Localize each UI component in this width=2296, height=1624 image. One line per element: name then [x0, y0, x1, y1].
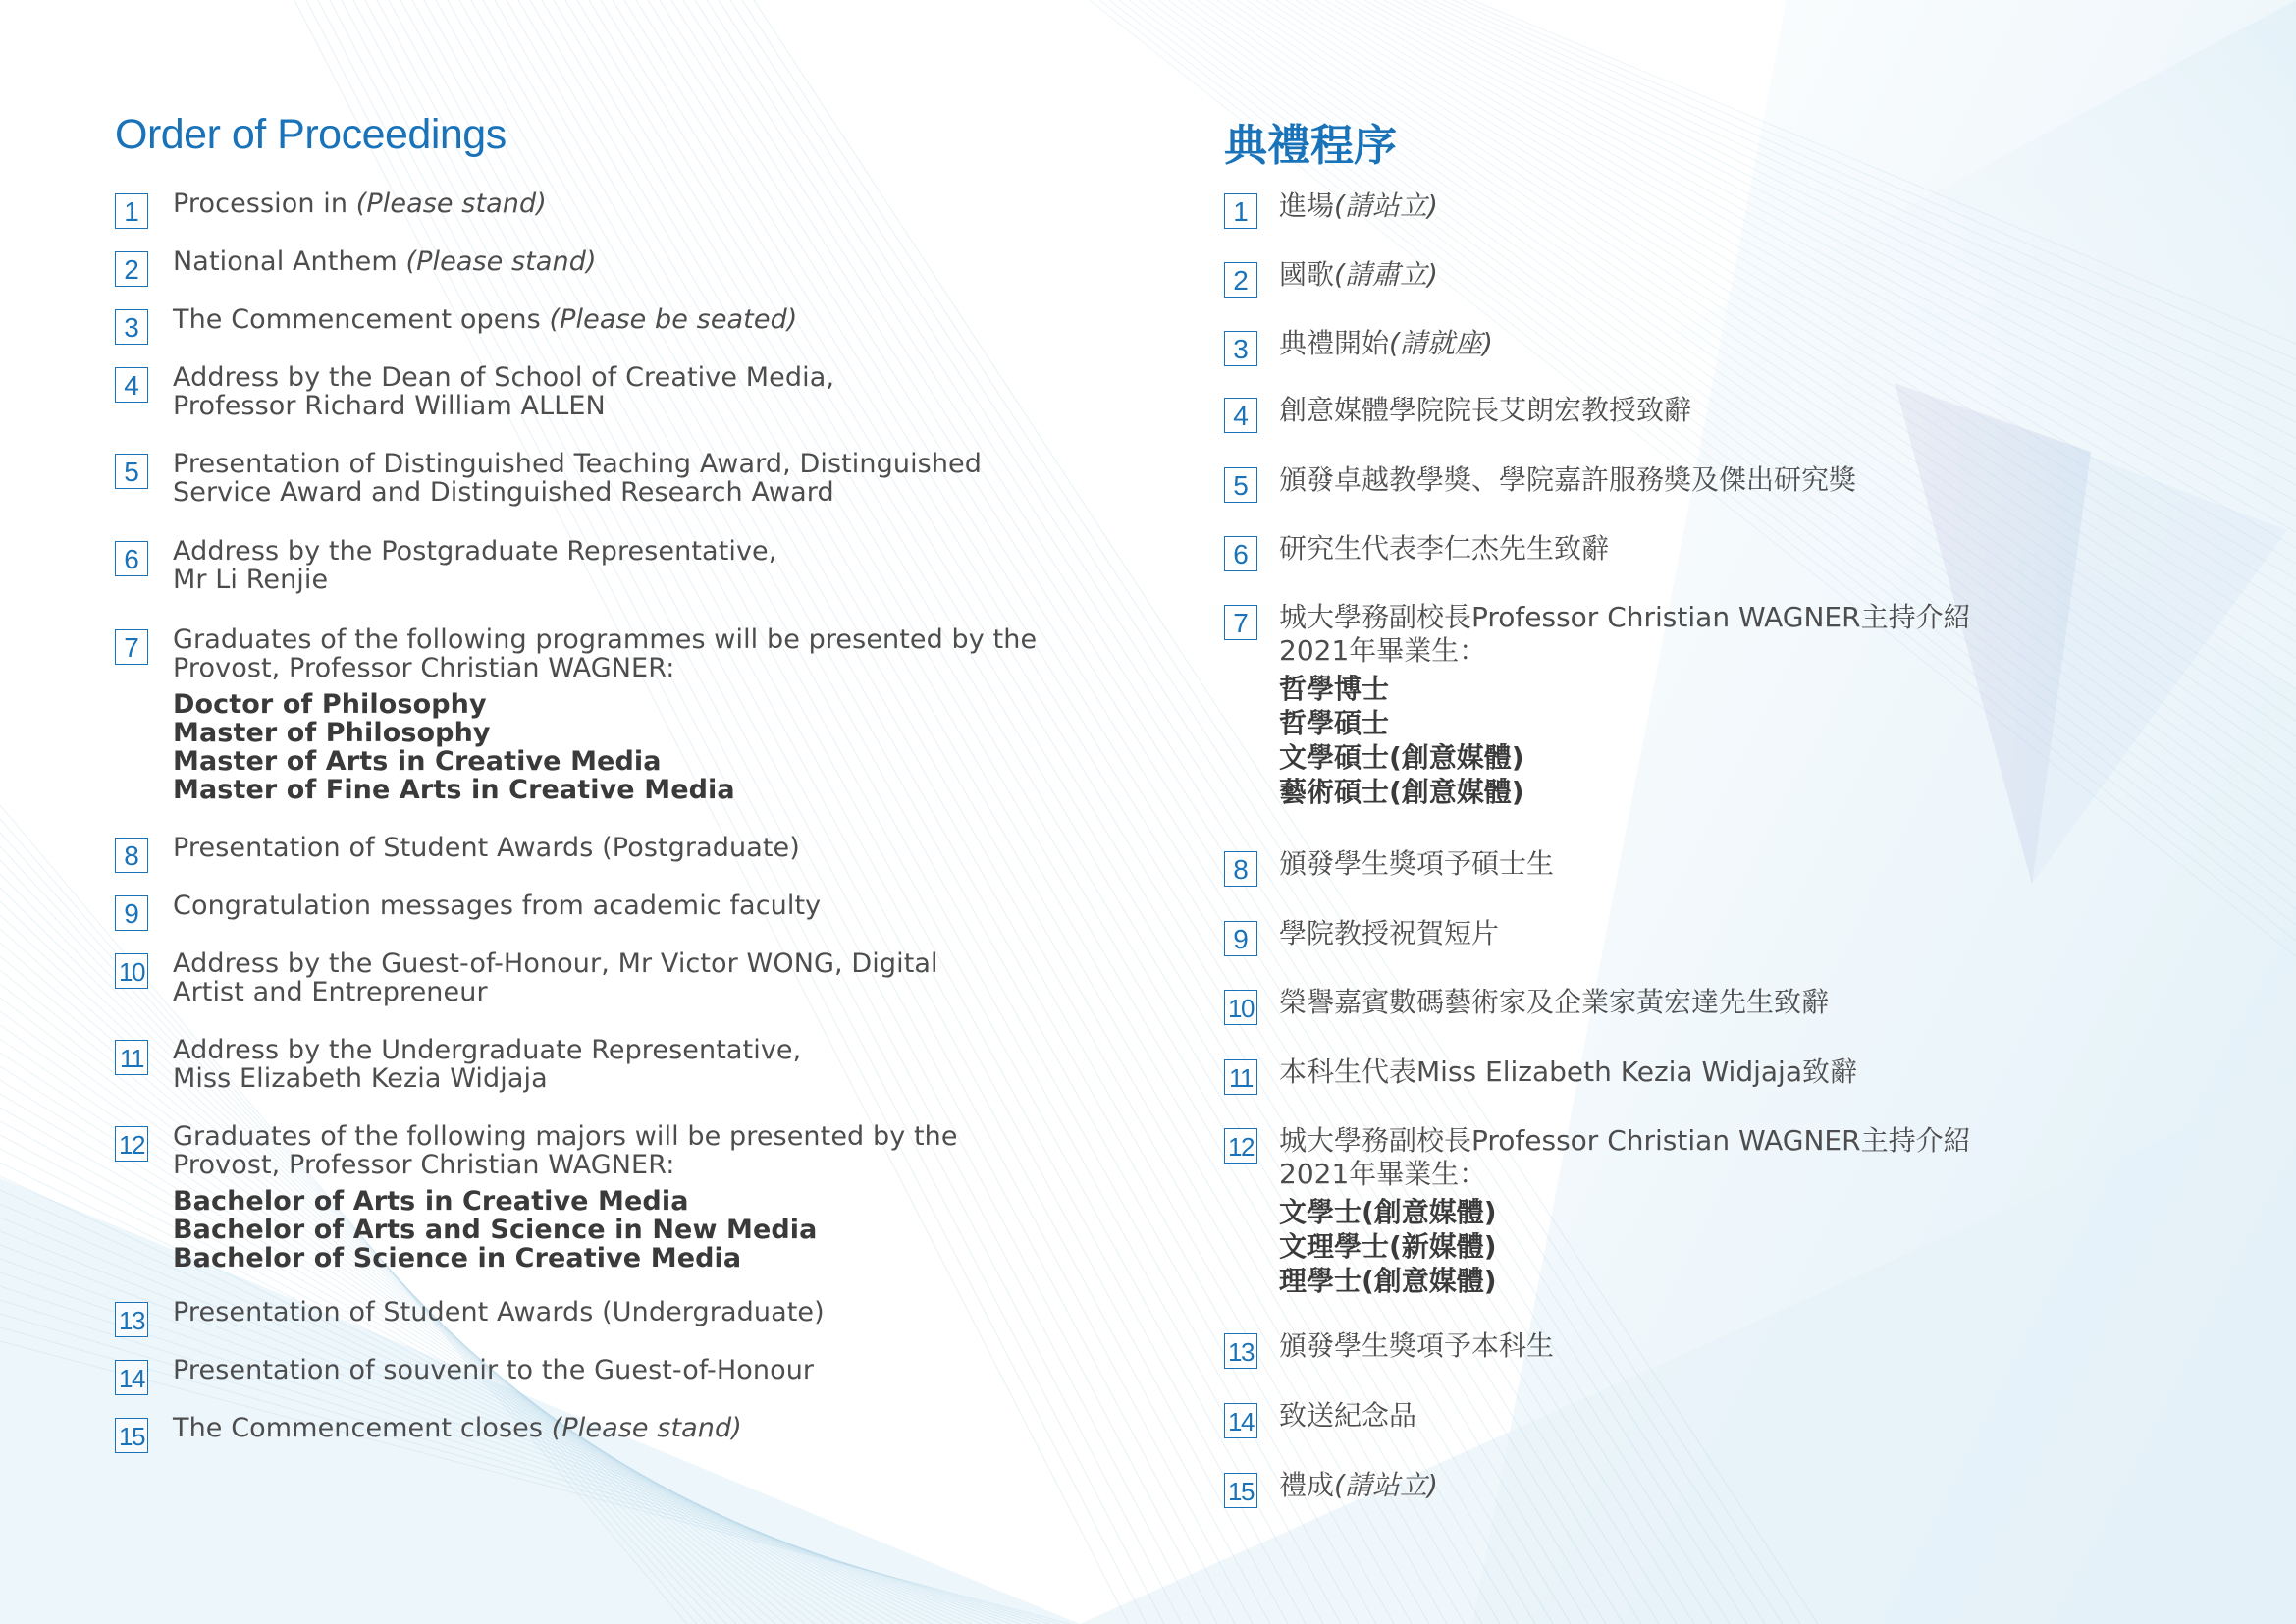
item-text [1279, 986, 1829, 1019]
item-label: Procession in [173, 189, 348, 219]
item-label: 頒發學生獎項予本科生 [1279, 1329, 1555, 1362]
item-line1: Graduates of the following programmes will be presented by the [173, 624, 1038, 655]
programme-name: 文學士(創意媒體) [1279, 1196, 1497, 1228]
item-text [173, 834, 800, 862]
item-text [173, 305, 797, 334]
item-number-box: 10 [1224, 990, 1257, 1025]
item-number-box: 1 [1224, 193, 1257, 229]
item-label: Presentation of Student Awards (Undergraduate) [173, 1297, 825, 1327]
item-text [1279, 189, 1438, 223]
item-text [173, 450, 982, 507]
item-text [173, 1298, 825, 1326]
programme-name: 哲學博士 [1279, 673, 1390, 705]
item-text [173, 363, 834, 420]
item-label: 創意媒體學院院長艾朗宏教授致辭 [1279, 394, 1692, 426]
item-text [1279, 847, 1554, 881]
item-number-box: 8 [115, 838, 148, 873]
item-text [173, 892, 821, 920]
item-text [1279, 1124, 1971, 1298]
item-number-box: 11 [1224, 1059, 1257, 1095]
item-number-box: 7 [115, 629, 148, 665]
item-number-box: 12 [115, 1126, 148, 1162]
item-number-box: 15 [115, 1418, 148, 1453]
programme-name: Master of Philosophy [173, 718, 491, 748]
item-text [1279, 1329, 1554, 1363]
programme-list [173, 1187, 958, 1272]
item-number-box: 2 [115, 251, 148, 287]
item-number-box: 14 [115, 1360, 148, 1395]
item-line2: 2021年畢業生： [1279, 634, 1487, 667]
item-text [1279, 532, 1609, 566]
item-number-box: 13 [1224, 1333, 1257, 1369]
programme-name: 文學碩士(創意媒體) [1279, 741, 1524, 774]
item-line2: Miss Elizabeth Kezia Widjaja [173, 1063, 548, 1094]
item-text [1279, 1469, 1438, 1502]
item-label: 榮譽嘉賓數碼藝術家及企業家黃宏達先生致辭 [1279, 986, 1830, 1018]
item-label: 典禮開始 [1279, 327, 1390, 359]
item-text [173, 1122, 958, 1272]
item-line2: Provost, Professor Christian WAGNER: [173, 1150, 675, 1180]
item-line1: Address by the Dean of School of Creative Media, [173, 362, 835, 393]
programme-name: 藝術碩士(創意媒體) [1279, 776, 1524, 808]
item-text [173, 189, 547, 218]
item-label: National Anthem [173, 246, 398, 277]
programme-name: 文理學士(新媒體) [1279, 1230, 1497, 1263]
item-line2: Mr Li Renjie [173, 565, 329, 595]
item-number-box: 5 [115, 454, 148, 489]
programme-name: Master of Arts in Creative Media [173, 746, 662, 777]
item-line2: Artist and Entrepreneur [173, 977, 488, 1007]
item-line1: Address by the Undergraduate Representative, [173, 1035, 802, 1065]
item-number-box: 9 [1224, 921, 1257, 956]
item-line1: 城大學務副校長Professor Christian WAGNER主持介紹 [1279, 601, 1971, 633]
item-note: (Please stand) [405, 246, 597, 277]
item-line2: Service Award and Distinguished Research Award [173, 477, 834, 508]
item-label: Presentation of souvenir to the Guest-of-Honour [173, 1355, 815, 1385]
item-text [1279, 601, 1971, 809]
item-number-box: 6 [115, 541, 148, 576]
programme-list [1279, 1195, 1971, 1298]
programme-list [173, 690, 1037, 804]
item-line1: Presentation of Distinguished Teaching Award, Distinguished [173, 449, 983, 479]
item-text [173, 537, 776, 594]
item-number-box: 4 [1224, 398, 1257, 433]
english-title: Order of Proceedings [115, 111, 507, 158]
item-line2: Professor Richard William ALLEN [173, 391, 606, 421]
chinese-title: 典禮程序 [1224, 121, 1397, 171]
item-label: 本科生代表Miss Elizabeth Kezia Widjaja致辭 [1279, 1056, 1857, 1088]
item-note: (Please stand) [551, 1413, 742, 1443]
item-label: 學院教授祝賀短片 [1279, 917, 1500, 949]
item-number-box: 10 [115, 953, 148, 989]
item-text [1279, 258, 1438, 292]
item-text [1279, 327, 1493, 360]
item-label: Presentation of Student Awards (Postgraduate) [173, 833, 800, 863]
item-text [1279, 463, 1856, 497]
item-text [173, 1414, 742, 1442]
programme-name: Bachelor of Arts and Science in New Media [173, 1215, 818, 1245]
item-line1: Address by the Postgraduate Representative, [173, 536, 777, 567]
item-label: 研究生代表李仁杰先生致辭 [1279, 532, 1610, 565]
item-number-box: 6 [1224, 536, 1257, 571]
item-label: The Commencement closes [173, 1413, 544, 1443]
item-line1: Address by the Guest-of-Honour, Mr Victor WONG, Digital [173, 948, 938, 979]
item-text [1279, 1399, 1416, 1433]
item-line1: 城大學務副校長Professor Christian WAGNER主持介紹 [1279, 1124, 1971, 1157]
item-number-box: 7 [1224, 605, 1257, 640]
item-text [173, 1356, 814, 1384]
item-note: (請站立) [1334, 189, 1438, 222]
item-number-box: 3 [115, 309, 148, 345]
item-note: (請肅立) [1334, 258, 1438, 291]
item-note: (Please be seated) [549, 304, 798, 335]
item-text [173, 1036, 801, 1093]
item-number-box: 5 [1224, 467, 1257, 503]
item-text [1279, 394, 1691, 427]
item-number-box: 9 [115, 895, 148, 931]
item-text [173, 949, 938, 1006]
item-note: (請就座) [1389, 327, 1493, 359]
item-label: 進場 [1279, 189, 1335, 222]
programme-name: Doctor of Philosophy [173, 689, 487, 720]
item-number-box: 11 [115, 1040, 148, 1075]
item-label: 國歌 [1279, 258, 1335, 291]
programme-name: Bachelor of Arts in Creative Media [173, 1186, 689, 1217]
item-number-box: 4 [115, 367, 148, 403]
item-label: Congratulation messages from academic faculty [173, 891, 822, 921]
item-text [173, 247, 597, 276]
item-number-box: 1 [115, 193, 148, 229]
item-number-box: 8 [1224, 851, 1257, 887]
programme-list [1279, 672, 1971, 809]
item-text [173, 625, 1037, 804]
item-line2: 2021年畢業生： [1279, 1158, 1487, 1190]
item-text [1279, 1056, 1857, 1089]
item-label: 頒發卓越教學獎、學院嘉許服務獎及傑出研究獎 [1279, 463, 1857, 496]
item-line2: Provost, Professor Christian WAGNER: [173, 653, 675, 683]
programme-name: 理學士(創意媒體) [1279, 1265, 1497, 1297]
item-number-box: 15 [1224, 1473, 1257, 1508]
programme-name: 哲學碩士 [1279, 707, 1390, 739]
item-number-box: 13 [115, 1302, 148, 1337]
item-note: (Please stand) [355, 189, 547, 219]
programme-name: Bachelor of Science in Creative Media [173, 1243, 742, 1273]
item-number-box: 2 [1224, 262, 1257, 298]
item-number-box: 12 [1224, 1128, 1257, 1164]
item-number-box: 3 [1224, 331, 1257, 366]
item-line1: Graduates of the following majors will be presented by the [173, 1121, 958, 1152]
item-label: 禮成 [1279, 1469, 1335, 1501]
item-number-box: 14 [1224, 1403, 1257, 1438]
item-note: (請站立) [1334, 1469, 1438, 1501]
item-label: The Commencement opens [173, 304, 541, 335]
item-label: 致送紀念品 [1279, 1399, 1417, 1432]
item-label: 頒發學生獎項予碩士生 [1279, 847, 1555, 880]
programme-name: Master of Fine Arts in Creative Media [173, 775, 735, 805]
item-text [1279, 917, 1499, 950]
